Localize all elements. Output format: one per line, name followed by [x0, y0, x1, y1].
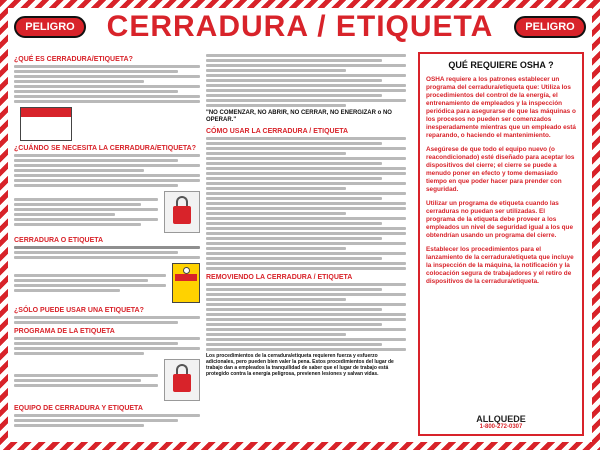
danger-badge-right: PELIGRO	[514, 16, 586, 38]
osha-paragraph-1: OSHA requiere a los patrones establecer un programa del cerradura/etiqueta que: Utiliza los procedimientos del control de la energía, el entrenamiento de empleados y la inspección periódica para asegurarse de que las máquinas o los procesos no pueden ser comenzados inesperadamente mientras que un empleado está reparando, o haciendo el mantenimiento.	[426, 76, 576, 139]
osha-box-title: QUÉ REQUIERE OSHA ?	[448, 60, 554, 70]
lockout-hasp-icon	[164, 359, 200, 401]
warning-statement: "NO COMENZAR, NO ABRIR, NO CERRAR, NO ENERGIZAR o NO OPERAR."	[206, 110, 392, 123]
padlock-icon	[164, 191, 200, 233]
poster-title: CERRADURA / ETIQUETA	[106, 10, 494, 43]
closing-statement: Los procedimientos de la cerradura/etiqueta requieren fuerza y esfuerzo adicionales, pero pueden bien valer la pena. Estos procedimientos del lugar de trabajo dan a empleados la tranquilidad de saber que el lugar de trabajo está protegido contra la energía peligrosa, previenen lesiones y salvan vidas.	[206, 353, 394, 377]
left-section-6-title: EQUIPO DE CERRADURA Y ETIQUETA	[14, 405, 143, 412]
left-section-3-title: CERRADURA O ETIQUETA	[14, 237, 104, 244]
osha-box	[418, 52, 584, 436]
poster-header	[8, 8, 592, 46]
publisher-phone: 1-800-272-0307	[479, 424, 523, 430]
danger-tag-icon	[172, 263, 200, 303]
osha-paragraph-4: Establecer los procedimientos para el lanzamiento de la cerradura/etiqueta que incluye la inspección de la máquina, la notificación y la colocación segura de trabajadores y el retiro de dispositivos de la cerradura/etiqueta.	[426, 246, 574, 285]
left-section-1-title: ¿QUÉ ES CERRADURA/ETIQUETA?	[14, 56, 133, 63]
left-section-2-title: ¿CUÁNDO SE NECESITA LA CERRADURA/ETIQUETA?	[14, 145, 196, 152]
left-column	[14, 52, 200, 436]
danger-badge-left: PELIGRO	[14, 16, 86, 38]
middle-column	[206, 52, 406, 436]
publisher-logo-mark: ALLQUEDE	[476, 414, 526, 424]
middle-section-2-title: REMOVIENDO LA CERRADURA / ETIQUETA	[206, 274, 353, 281]
left-section-4-title: ¿SÓLO PUEDE USAR UNA ETIQUETA?	[14, 307, 144, 314]
osha-paragraph-3: Utilizar un programa de etiqueta cuando las cerraduras no puedan ser utilizadas. El programa de la etiqueta debe proveer a los empleados un nivel de seguridad igual a los que obtendrían usando un programa del cierre.	[426, 200, 574, 239]
left-section-5-title: PROGRAMA DE LA ETIQUETA	[14, 328, 115, 335]
middle-section-1-title: CÓMO USAR LA CERRADURA / ETIQUETA	[206, 128, 349, 135]
danger-sign-icon	[20, 107, 72, 141]
poster	[8, 8, 592, 442]
publisher-logo	[420, 414, 582, 430]
osha-paragraph-2: Asegúrese de que todo el equipo nuevo (o reacondicionado) esté diseñado para aceptar los dispositivos del cierre; el cierre se puede a menudo poner en efecto y tome demasiado tiempo en que poder hacer para prender con seguridad.	[426, 146, 575, 193]
